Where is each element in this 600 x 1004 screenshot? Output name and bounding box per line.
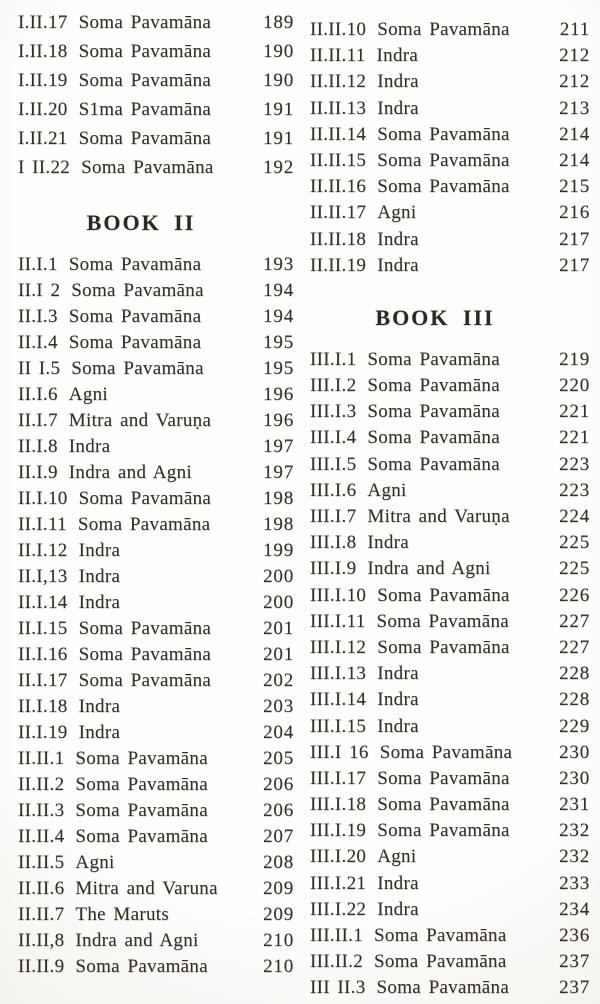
entry-title: Soma Pavamāna: [75, 748, 208, 769]
entry-title: Soma Pavamāna: [377, 636, 510, 658]
entry-index: III.I.6: [310, 479, 357, 501]
entry-page-number: 198: [263, 488, 294, 509]
entry-index: III.I.19: [310, 820, 367, 842]
entry-index: III.I.15: [310, 715, 367, 737]
toc-entry-row: [18, 722, 294, 748]
toc-entry-row: [18, 748, 294, 774]
entry-index: II.I.7: [18, 410, 58, 431]
toc-entry-row: [310, 506, 590, 532]
toc-section: [18, 186, 294, 982]
entry-index: II.I.15: [18, 618, 68, 639]
entry-page-number: 205: [263, 748, 294, 769]
toc-entry-row: [310, 611, 590, 637]
entry-title: Soma Pavamāna: [377, 176, 510, 198]
entry-index: II.II.7: [18, 904, 65, 925]
entry-page-number: 221: [559, 427, 590, 449]
entry-page-number: 228: [559, 663, 590, 685]
entry-index: I.II.17: [18, 12, 68, 33]
entry-index: III.I.14: [310, 689, 367, 711]
toc-entry-row: [18, 904, 294, 930]
entry-page-number: 193: [263, 254, 294, 275]
entry-page-number: 232: [559, 846, 590, 868]
entry-page-number: 220: [559, 375, 590, 397]
toc-entry-row: [18, 878, 294, 904]
entry-title: Soma Pavamāna: [68, 332, 202, 353]
entry-index: III.I.9: [310, 558, 357, 580]
entry-title: Soma Pavamāna: [75, 800, 208, 821]
toc-entry-row: [310, 19, 590, 45]
entry-title: Soma Pavamāna: [78, 12, 212, 33]
toc-entry-row: [18, 332, 294, 358]
entry-page-number: 197: [263, 436, 294, 457]
entry-page-number: 190: [263, 70, 294, 91]
entry-index: I.II.18: [18, 41, 68, 62]
entry-title: Indra and Agni: [367, 558, 491, 580]
entry-page-number: 234: [559, 898, 590, 920]
entry-page-number: 232: [559, 820, 590, 842]
entry-page-number: 206: [263, 774, 294, 795]
entry-index: III.I.13: [310, 663, 367, 685]
toc-entry-row: [310, 558, 590, 584]
entry-page-number: 204: [263, 722, 294, 743]
entry-index: II.I.3: [18, 306, 58, 327]
toc-entry-row: [310, 255, 590, 281]
entry-page-number: 191: [263, 99, 294, 120]
toc-entry-row: [310, 375, 590, 401]
entry-title: Soma Pavamāna: [374, 951, 507, 973]
entry-title: Soma Pavamāna: [78, 618, 212, 639]
entry-title: Agni: [377, 846, 417, 868]
entry-title: Soma Pavamāna: [377, 767, 510, 789]
toc-entry-row: [310, 663, 590, 689]
entry-page-number: 231: [559, 794, 590, 816]
toc-entry-row: [310, 427, 590, 453]
entry-page-number: 198: [263, 514, 294, 535]
entry-title: Soma Pavamāna: [68, 254, 202, 275]
entry-index: II.II.18: [310, 228, 367, 250]
toc-entry-row: [310, 532, 590, 558]
entry-page-number: 221: [559, 401, 590, 423]
toc-entry-row: [18, 254, 294, 280]
entry-title: Soma Pavamāna: [75, 826, 208, 847]
entry-index: II.II.9: [18, 956, 65, 977]
entry-page-number: 196: [263, 384, 294, 405]
toc-column: [310, 12, 590, 999]
entry-page-number: 209: [263, 904, 294, 925]
entry-index: II.II.16: [310, 176, 367, 198]
entry-page-number: 210: [263, 956, 294, 977]
entry-title: Agni: [377, 202, 417, 224]
entry-page-number: 216: [559, 202, 590, 224]
entry-index: II I.5: [18, 358, 61, 379]
entry-title: Indra and Agni: [68, 462, 192, 483]
toc-entry-row: [18, 436, 294, 462]
toc-entry-row: [310, 98, 590, 124]
entry-title: Soma Pavamāna: [367, 375, 500, 397]
toc-entry-row: [310, 742, 590, 768]
entry-title: Soma Pavamāna: [78, 488, 212, 509]
entry-page-number: 202: [263, 670, 294, 691]
entry-title: Soma Pavamāna: [376, 977, 510, 999]
entry-title: Soma Pavamāna: [367, 453, 500, 475]
entry-page-number: 226: [559, 584, 590, 606]
entry-page-number: 219: [559, 348, 590, 370]
entry-title: Indra: [377, 71, 419, 93]
toc-entry-row: [18, 670, 294, 696]
toc-column: [18, 12, 294, 996]
entry-page-number: 227: [559, 610, 590, 632]
entry-page-number: 212: [559, 71, 590, 93]
entry-page-number: 200: [263, 566, 294, 587]
toc-entry-row: [18, 358, 294, 384]
toc-entry-row: [310, 637, 590, 663]
entry-title: Indra: [377, 715, 419, 737]
toc-entry-row: [18, 956, 294, 982]
entry-index: II.I.16: [18, 644, 68, 665]
entry-index: II.II.14: [310, 123, 367, 145]
toc-entry-row: [310, 480, 590, 506]
toc-entry-row: [18, 930, 294, 956]
toc-entry-row: [310, 846, 590, 872]
toc-entry-row: [18, 41, 294, 70]
toc-entry-row: [18, 566, 294, 592]
entry-index: II.I.17: [18, 670, 68, 691]
entry-title: Soma Pavamāna: [377, 820, 510, 842]
entry-title: Soma Pavamāna: [81, 157, 214, 178]
entry-index: III.I 16: [310, 741, 369, 763]
toc-entry-row: [18, 462, 294, 488]
entry-page-number: 214: [559, 149, 590, 171]
toc-entry-row: [310, 229, 590, 255]
entry-index: III.I.10: [310, 584, 367, 606]
entry-page-number: 225: [559, 558, 590, 580]
entry-page-number: 225: [559, 532, 590, 554]
entry-index: II.II.15: [310, 149, 367, 171]
entry-title: Soma Pavamāna: [377, 584, 510, 606]
entry-page-number: 192: [263, 157, 294, 178]
entry-title: Soma Pavamāna: [379, 741, 513, 763]
toc-entry-row: [18, 70, 294, 99]
toc-entry-row: [18, 306, 294, 332]
entry-title: Indra: [367, 532, 410, 554]
toc-entry-row: [18, 826, 294, 852]
toc-entry-row: [310, 349, 590, 375]
entry-page-number: 201: [263, 618, 294, 639]
toc-entry-row: [18, 618, 294, 644]
entry-title: Soma Pavamāna: [367, 401, 500, 423]
toc-entry-row: [310, 202, 590, 228]
entry-title: Indra: [377, 872, 419, 894]
entry-title: Indra: [377, 898, 419, 920]
toc-section: [310, 281, 590, 1004]
toc-section: [310, 19, 590, 281]
entry-index: III.I.20: [310, 846, 367, 868]
entry-index: I.II.20: [18, 99, 68, 120]
toc-entry-row: [18, 592, 294, 618]
entry-title: Mitra and Varuna: [75, 878, 218, 899]
toc-entry-row: [18, 696, 294, 722]
toc-entry-row: [18, 852, 294, 878]
entry-index: I II.22: [18, 157, 71, 178]
toc-entry-row: [18, 644, 294, 670]
entry-page-number: 230: [559, 767, 590, 789]
entry-title: Indra: [68, 436, 111, 457]
entry-index: II.II.1: [18, 748, 65, 769]
entry-index: II.II.2: [18, 774, 65, 795]
toc-entry-row: [310, 899, 590, 925]
entry-page-number: 217: [559, 228, 590, 250]
entry-title: Soma Pavamāna: [78, 70, 212, 91]
entry-title: Soma Pavamāna: [77, 514, 211, 535]
entry-title: Soma Pavamāna: [75, 956, 208, 977]
entry-title: Mitra and Varuṇa: [367, 506, 510, 527]
entry-page-number: 200: [263, 592, 294, 613]
entry-index: III.I.18: [310, 794, 367, 816]
entry-title: Mitra and Varuṇa: [68, 410, 212, 431]
entry-title: Agni: [75, 852, 115, 873]
entry-index: II.II.19: [310, 254, 367, 276]
entry-index: III II.3: [310, 977, 366, 999]
entry-title: Indra: [376, 45, 419, 67]
entry-title: Indra: [78, 540, 121, 561]
entry-index: II.I.11: [18, 514, 67, 535]
entry-index: III.I.12: [310, 636, 367, 658]
entry-title: Soma Pavamāna: [377, 19, 510, 40]
entry-index: III.I.17: [310, 767, 367, 789]
entry-page-number: 207: [263, 826, 294, 847]
entry-title: Indra: [78, 696, 121, 717]
entry-page-number: 208: [263, 852, 294, 873]
entry-title: Soma Pavamāna: [377, 123, 510, 145]
toc-entry-row: [18, 540, 294, 566]
toc-entry-row: [310, 716, 590, 742]
entry-title: Soma Pavamāna: [377, 794, 510, 816]
toc-entry-row: [18, 410, 294, 436]
entry-index: II.I 2: [18, 280, 61, 301]
entry-title: Agni: [68, 384, 108, 405]
entry-index: III.I.21: [310, 872, 367, 894]
entry-title: Indra: [377, 228, 419, 250]
entry-title: Indra: [78, 592, 121, 613]
entry-title: Soma Pavamāna: [367, 427, 500, 449]
entry-index: II.I.8: [18, 436, 58, 457]
entry-page-number: 236: [559, 925, 590, 946]
toc-entry-row: [18, 157, 294, 186]
entry-index: II.I.19: [18, 722, 68, 743]
entry-title: Soma Pavamāna: [75, 774, 208, 795]
entry-index: III.II.1: [310, 925, 364, 946]
entry-page-number: 209: [263, 878, 294, 899]
entry-index: I.II.21: [18, 128, 68, 149]
book-header: BOOK II: [86, 210, 196, 235]
entry-page-number: 237: [559, 977, 590, 999]
book-header: BOOK III: [375, 304, 495, 330]
toc-entry-row: [310, 150, 590, 176]
toc-columns-container: [18, 12, 590, 999]
entry-page-number: 233: [559, 872, 590, 894]
entry-page-number: 195: [263, 332, 294, 353]
entry-page-number: 203: [263, 696, 294, 717]
entry-index: III.I.8: [310, 532, 357, 554]
entry-index: II.I.12: [18, 540, 68, 561]
entry-title: Soma Pavamāna: [376, 610, 510, 632]
entry-page-number: 228: [559, 689, 590, 711]
entry-index: III.II.2: [310, 951, 364, 973]
entry-index: II.I.14: [18, 592, 68, 613]
entry-index: II.II.6: [18, 878, 65, 899]
entry-page-number: 213: [559, 97, 590, 119]
entry-title: Soma Pavamāna: [374, 925, 507, 946]
entry-index: II.II.4: [18, 826, 65, 847]
entry-page-number: 201: [263, 644, 294, 665]
entry-page-number: 223: [559, 453, 590, 475]
entry-index: III.I.1: [310, 348, 357, 370]
entry-index: II.II.17: [310, 202, 367, 224]
entry-title: Indra: [377, 97, 419, 119]
entry-page-number: 212: [559, 45, 590, 67]
entry-index: II.I.6: [18, 384, 58, 405]
entry-page-number: 189: [263, 12, 294, 33]
entry-page-number: 191: [263, 128, 294, 149]
toc-entry-row: [310, 124, 590, 150]
entry-page-number: 229: [559, 715, 590, 737]
entry-title: Indra: [377, 663, 419, 685]
entry-index: II.II.11: [310, 45, 366, 67]
entry-title: Soma Pavamāna: [71, 358, 204, 379]
entry-title: Soma Pavamāna: [367, 348, 500, 370]
entry-title: Soma Pavamāna: [377, 149, 510, 171]
entry-page-number: 217: [559, 254, 590, 276]
toc-entry-row: [310, 176, 590, 202]
toc-entry-row: [310, 820, 590, 846]
entry-index: II.II.12: [310, 71, 367, 93]
entry-index: III.I.3: [310, 401, 357, 423]
toc-entry-row: [310, 951, 590, 977]
entry-page-number: 206: [263, 800, 294, 821]
entry-page-number: 223: [559, 479, 590, 501]
toc-entry-row: [310, 401, 590, 427]
entry-title: Indra and Agni: [75, 930, 199, 951]
entry-page-number: 237: [559, 951, 590, 973]
toc-entry-row: [18, 488, 294, 514]
entry-title: Indra: [377, 254, 419, 276]
entry-page-number: 194: [263, 306, 294, 327]
entry-page-number: 194: [263, 280, 294, 301]
toc-entry-row: [18, 514, 294, 540]
entry-page-number: 214: [559, 123, 590, 145]
toc-entry-row: [18, 12, 294, 41]
entry-index: III.I.5: [310, 453, 357, 475]
entry-index: I.II.19: [18, 70, 68, 91]
entry-page-number: 224: [559, 506, 590, 527]
entry-index: II.II.13: [310, 97, 367, 119]
entry-page-number: 211: [559, 19, 590, 40]
entry-title: The Maruts: [75, 904, 170, 925]
entry-page-number: 197: [263, 462, 294, 483]
entry-index: II.II.10: [310, 19, 367, 40]
toc-section: [18, 12, 294, 186]
entry-title: Agni: [367, 479, 407, 501]
toc-entry-row: [18, 800, 294, 826]
entry-index: II.I.18: [18, 696, 68, 717]
toc-entry-row: [18, 128, 294, 157]
entry-index: III.I.11: [310, 610, 366, 632]
entry-page-number: 190: [263, 41, 294, 62]
entry-title: Soma Pavamāna: [71, 280, 204, 301]
entry-title: Soma Pavamāna: [68, 306, 202, 327]
entry-index: III.I.2: [310, 375, 357, 397]
entry-index: II.I.10: [18, 488, 68, 509]
entry-title: Indra: [377, 689, 419, 711]
toc-entry-row: [310, 873, 590, 899]
entry-index: II.I.1: [18, 254, 58, 275]
entry-title: S1ma Pavamāna: [78, 99, 212, 120]
toc-entry-row: [310, 45, 590, 71]
toc-entry-row: [310, 585, 590, 611]
entry-index: II.II.5: [18, 852, 65, 873]
toc-entry-row: [310, 977, 590, 1003]
entry-index: II.I.4: [18, 332, 58, 353]
entry-title: Soma Pavamāna: [78, 644, 212, 665]
entry-index: II.I.9: [18, 462, 58, 483]
entry-title: Soma Pavamāna: [78, 41, 212, 62]
toc-entry-row: [18, 384, 294, 410]
entry-page-number: 196: [263, 410, 294, 431]
entry-title: Soma Pavamāna: [78, 128, 212, 149]
toc-entry-row: [310, 689, 590, 715]
toc-entry-row: [310, 768, 590, 794]
toc-entry-row: [18, 280, 294, 306]
entry-index: II.II.3: [18, 800, 65, 821]
entry-page-number: 210: [263, 930, 294, 951]
toc-entry-row: [18, 774, 294, 800]
entry-index: III.I.7: [310, 506, 357, 527]
entry-title: Soma Pavamāna: [78, 670, 212, 691]
entry-title: Indra: [78, 566, 121, 587]
toc-entry-row: [310, 71, 590, 97]
entry-page-number: 227: [559, 636, 590, 658]
entry-index: III.I.22: [310, 898, 367, 920]
entry-page-number: 195: [263, 358, 294, 379]
toc-entry-row: [18, 99, 294, 128]
toc-entry-row: [310, 454, 590, 480]
entry-index: III.I.4: [310, 427, 357, 449]
entry-title: Indra: [78, 722, 121, 743]
toc-entry-row: [310, 925, 590, 951]
entry-index: II.I,13: [18, 566, 68, 587]
toc-entry-row: [310, 794, 590, 820]
entry-page-number: 199: [263, 540, 294, 561]
entry-page-number: 230: [559, 741, 590, 763]
entry-page-number: 215: [559, 176, 590, 198]
entry-index: II.II,8: [18, 930, 65, 951]
